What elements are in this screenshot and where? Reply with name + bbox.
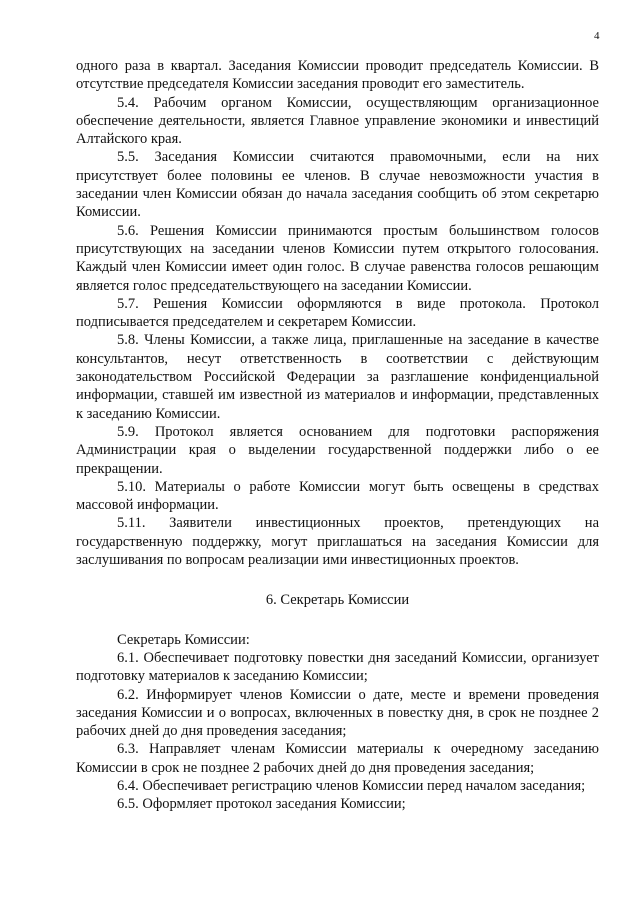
paragraph-5-5: 5.5. Заседания Комиссии считаются правомочными, если на них присутствует более половины ее членов. В случае невозможности участия в заседании член Комиссии обязан до начала заседания сообщить об этом секретарю Комиссии.: [76, 149, 599, 221]
paragraph-6-3: 6.3. Направляет членам Комиссии материалы к очередному заседанию Комиссии в срок не позднее 2 рабочих дней до дня проведения заседания;: [76, 741, 599, 776]
paragraph-6-5: 6.5. Оформляет протокол заседания Комиссии;: [117, 796, 406, 813]
paragraph-continuation: одного раза в квартал. Заседания Комиссии проводит председатель Комиссии. В отсутствие председателя Комиссии заседания проводит его заместитель.: [76, 58, 599, 93]
section-heading: 6. Секретарь Комиссии: [265, 592, 410, 609]
paragraph-5-9: 5.9. Протокол является основанием для подготовки распоряжения Администрации края о выделении государственной поддержки либо о ее прекращении.: [76, 423, 599, 477]
paragraph-5-8: 5.8. Члены Комиссии, а также лица, приглашенные на заседание в качестве консультантов, несут ответственность в соответствии с действующим законодательством Российской Федерации за разглашение конфиденциальной информации, ставшей им известной из материалов и информации, представленных к заседанию Комиссии.: [76, 332, 599, 422]
paragraph-5-6: 5.6. Решения Комиссии принимаются простым большинством голосов присутствующих на заседании членов Комиссии путем открытого голосования. Каждый член Комиссии имеет один голос. В случае равенства голосов решающим является голос председательствующего на заседании Комиссии.: [76, 222, 599, 294]
paragraph-5-11: 5.11. Заявители инвестиционных проектов, претендующих на государственную поддержку, могут приглашаться на заседания Комиссии для заслушивания по вопросам реализации ими инвестиционных проектов.: [76, 515, 599, 569]
page-number: 4: [594, 30, 600, 42]
paragraph-secretary-intro: Секретарь Комиссии:: [117, 631, 250, 648]
paragraph-6-1: 6.1. Обеспечивает подготовку повестки дня заседаний Комиссии, организует подготовку материалов к заседанию Комиссии;: [76, 649, 599, 685]
paragraph-6-4: 6.4. Обеспечивает регистрацию членов Комиссии перед началом заседания;: [117, 777, 586, 794]
document-body: [76, 57, 599, 814]
paragraph-5-4: 5.4. Рабочим органом Комиссии, осуществляющим организационное обеспечение деятельности, является Главное управление экономики и инвестиций Алтайского края.: [76, 94, 599, 148]
paragraph-5-7: 5.7. Решения Комиссии оформляются в виде протокола. Протокол подписывается председателем и секретарем Комиссии.: [76, 295, 599, 331]
paragraph-6-2: 6.2. Информирует членов Комиссии о дате, месте и времени проведения заседания Комиссии и о вопросах, включенных в повестку дня, в срок не позднее 2 рабочих дней до дня проведения заседания;: [76, 686, 599, 740]
paragraph-5-10: 5.10. Материалы о работе Комиссии могут быть освещены в средствах массовой информации.: [76, 478, 599, 514]
